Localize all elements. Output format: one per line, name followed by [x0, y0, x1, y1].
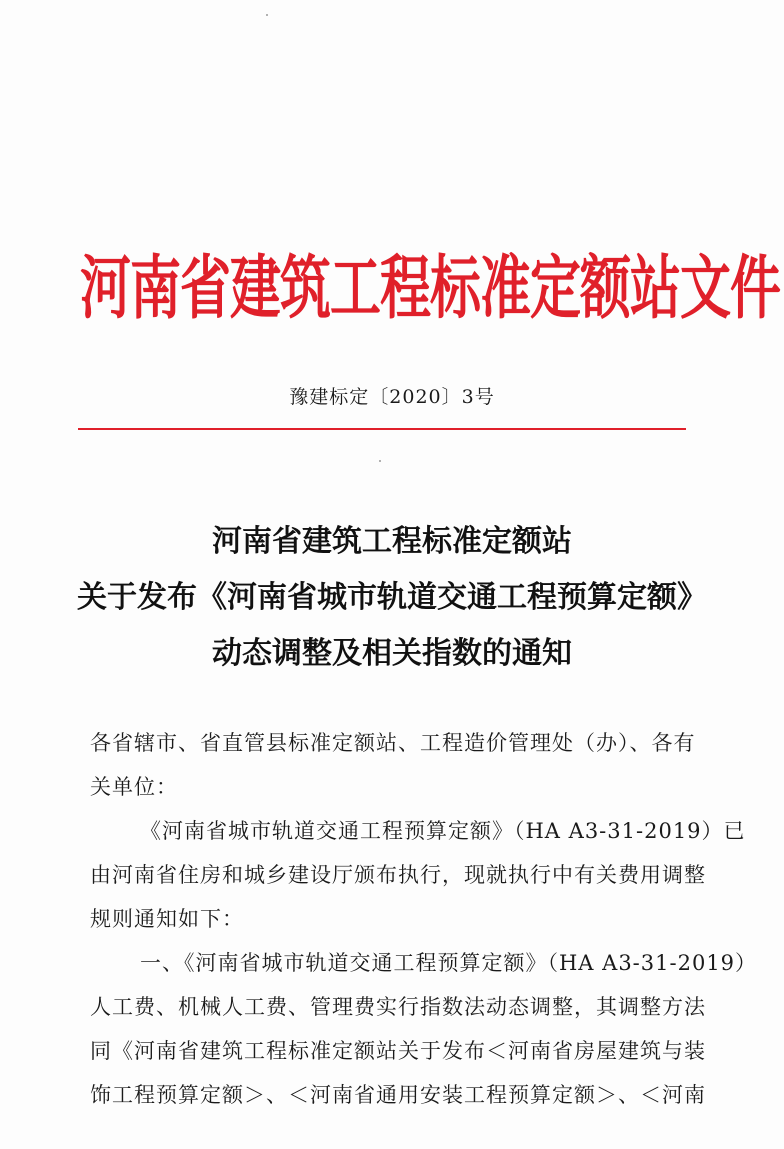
- red-divider-line: [78, 428, 686, 430]
- body-line-7: 人工费、机械人工费、管理费实行指数法动态调整，其调整方法: [90, 995, 706, 1019]
- body-line-3: 《河南省城市轨道交通工程预算定额》（HA A3-31-2019）已: [140, 819, 746, 843]
- scan-speck: [379, 460, 381, 462]
- body-line-9: 饰工程预算定额＞、＜河南省通用安装工程预算定额＞、＜河南: [90, 1083, 706, 1107]
- notice-title-line-3: 动态调整及相关指数的通知: [212, 636, 572, 671]
- notice-title-line-2: 关于发布《河南省城市轨道交通工程预算定额》: [77, 580, 707, 615]
- body-line-4: 由河南省住房和城乡建设厅颁布执行，现就执行中有关费用调整: [90, 863, 706, 887]
- body-line-2: 关单位：: [90, 775, 178, 799]
- body-line-5: 规则通知如下：: [90, 907, 244, 931]
- body-line-8: 同《河南省建筑工程标准定额站关于发布＜河南省房屋建筑与装: [90, 1039, 706, 1063]
- notice-title-line-1: 河南省建筑工程标准定额站: [212, 524, 572, 559]
- scan-speck: [266, 14, 268, 16]
- masthead-title: 河南省建筑工程标准定额站文件: [80, 249, 781, 330]
- document-number: 豫建标定〔2020〕3号: [289, 386, 495, 408]
- body-line-1: 各省辖市、省直管县标准定额站、工程造价管理处（办）、各有: [90, 731, 696, 755]
- body-line-6: 一、《河南省城市轨道交通工程预算定额》（HA A3-31-2019）: [140, 951, 758, 975]
